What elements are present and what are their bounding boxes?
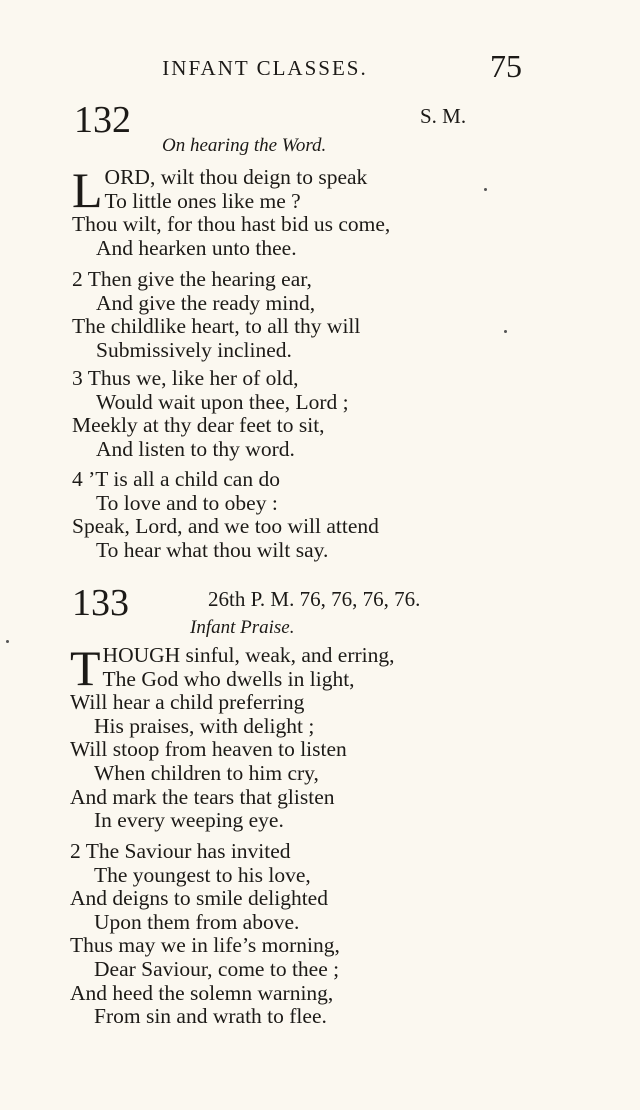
verse-line: To hear what thou wilt say. [96, 537, 329, 562]
drop-cap: L [72, 162, 103, 218]
verse-line: Upon them from above. [94, 909, 300, 934]
verse-line: Thus may we in life’s morning, [70, 933, 340, 958]
running-header: INFANT CLASSES. [162, 56, 368, 80]
verse-line: Will stoop from heaven to listen [70, 737, 347, 762]
verse-line: Will hear a child preferring [70, 690, 305, 715]
verse-line: Dear Saviour, come to thee ; [94, 956, 340, 981]
hymn-number: 132 [74, 99, 131, 141]
stanza-4 [72, 468, 379, 562]
stanza-1 [70, 640, 395, 833]
verse-line: 2 Then give the hearing ear, [72, 267, 312, 291]
verse-line: To little ones like me ? [104, 188, 301, 213]
stanza-1 [72, 162, 391, 260]
verse-line: His praises, with delight ; [94, 713, 315, 738]
verse-line: Meekly at thy dear feet to sit, [72, 413, 325, 438]
stanza-3 [72, 367, 349, 461]
paper-speck [484, 188, 487, 191]
verse-line: Thou wilt, for thou hast bid us come, [72, 212, 391, 237]
hymn-meter: S. M. [420, 104, 467, 128]
hymn-meter: 26th P. M. 76, 76, 76, 76. [208, 587, 421, 611]
verse-line: Submissively inclined. [96, 337, 292, 362]
verse-line: And give the ready mind, [96, 290, 316, 315]
verse-line: HOUGH sinful, weak, and erring, [102, 643, 395, 667]
verse-line: And deigns to smile delighted [70, 886, 328, 911]
verse-line: From sin and wrath to flee. [94, 1004, 327, 1029]
verse-line: 3 Thus we, like her of old, [72, 366, 299, 390]
verse-line: The God who dwells in light, [102, 666, 355, 691]
verse-line: In every weeping eye. [94, 808, 284, 833]
paper-speck [6, 640, 9, 643]
verse-line: The youngest to his love, [94, 862, 311, 887]
verse-line: 2 The Saviour has invited [70, 839, 291, 863]
verse-line: And hearken unto thee. [96, 235, 297, 260]
verse-line: Would wait upon thee, Lord ; [96, 389, 349, 414]
page-number: 75 [490, 48, 522, 84]
stanza-2 [70, 840, 340, 1029]
verse-line: And listen to thy word. [96, 436, 295, 461]
verse-line: Speak, Lord, and we too will attend [72, 514, 379, 539]
hymn-subtitle: On hearing the Word. [162, 135, 327, 156]
verse-line: And mark the tears that glisten [70, 784, 335, 809]
hymn-number: 133 [72, 582, 129, 624]
drop-cap: T [70, 640, 101, 696]
paper-speck [504, 330, 507, 333]
verse-line: To love and to obey : [96, 490, 278, 515]
verse-line: ORD, wilt thou deign to speak [104, 165, 368, 189]
verse-line: And heed the solemn warning, [70, 980, 334, 1005]
verse-line: The childlike heart, to all thy will [72, 314, 361, 339]
hymn-subtitle: Infant Praise. [190, 617, 295, 638]
stanza-2 [72, 268, 360, 362]
verse-line: 4 ’T is all a child can do [72, 467, 280, 491]
verse-line: When children to him cry, [94, 760, 319, 785]
